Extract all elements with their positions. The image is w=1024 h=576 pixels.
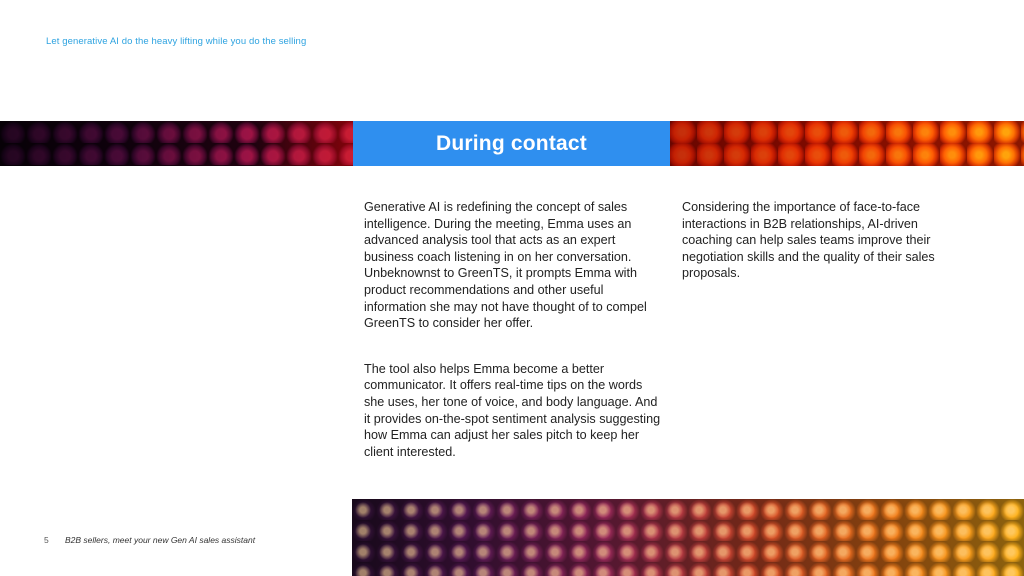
spheres-image-right <box>670 121 1024 166</box>
section-title: During contact <box>353 121 670 166</box>
header-tagline: Let generative AI do the heavy lifting while you do the selling <box>46 36 307 47</box>
body-column-left <box>364 199 664 489</box>
body-paragraph: The tool also helps Emma become a better communicator. It offers real-time tips on the words she uses, her tone of voice, and body language. And it provides on-the-spot sentiment analysis suggesting how Emma can adjust her sales pitch to keep her client interested. <box>364 361 661 459</box>
body-paragraph: Generative AI is redefining the concept of sales intelligence. During the meeting, Emma uses an advanced analysis tool that acts as an expert business coach listening in on her conversation. Unbeknownst to GreenTS, it prompts Emma with product recommendations and other useful information she may not have thought of to compel GreenTS to consider her offer. <box>364 200 647 331</box>
body-column-right <box>682 199 957 311</box>
body-paragraph: Considering the importance of face-to-face interactions in B2B relationships, AI-driven coaching can help sales teams improve their negotiation skills and the quality of their sales proposals. <box>682 200 935 281</box>
section-banner <box>0 121 1024 166</box>
page-number: 5 <box>44 535 49 545</box>
spheres-image-left <box>0 121 353 166</box>
footer-document-title: B2B sellers, meet your new Gen AI sales assistant <box>65 535 256 545</box>
spheres-image-bottom <box>352 499 1024 576</box>
